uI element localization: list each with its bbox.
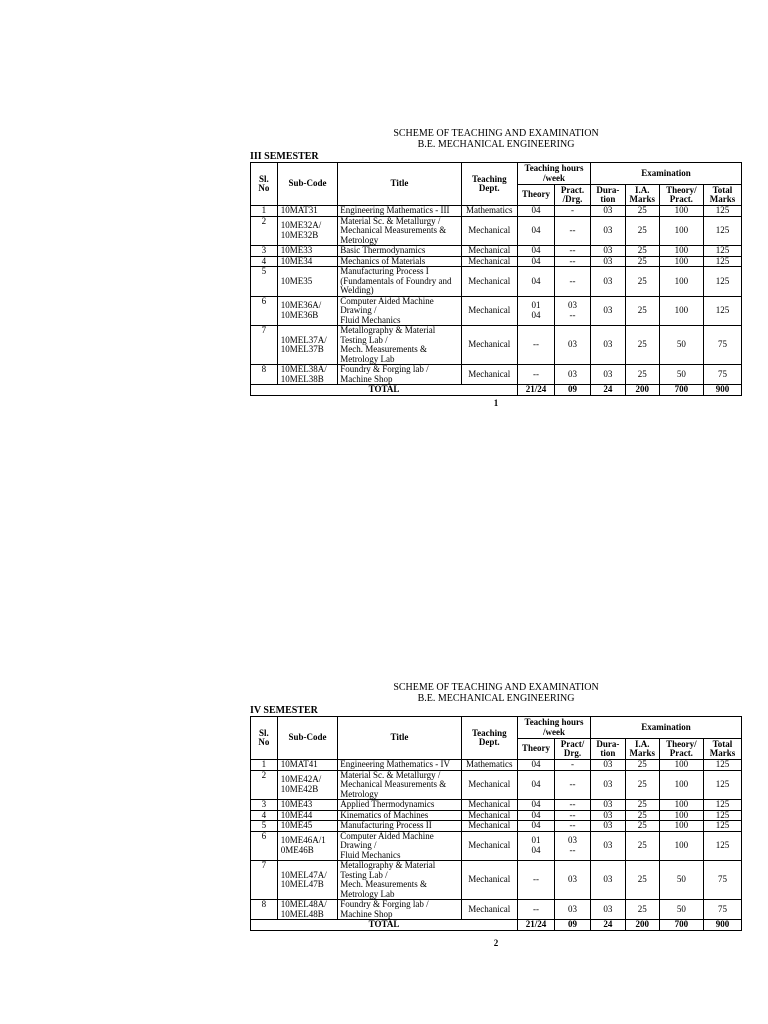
row-subcode: 10ME33 [277,246,338,257]
row-subcode: 10MEL47A/ 10MEL47B [277,861,338,900]
row-pract: 03 [555,365,591,385]
row-subcode: 10ME43 [277,800,338,811]
row-subcode: 10ME46A/1 0ME46B [277,831,338,861]
row-total-marks: 75 [703,900,741,920]
row-title: Engineering Mathematics - IV [338,760,461,771]
row-theory-pract: 100 [659,246,703,257]
table-row [251,246,742,257]
row-theory: 01 04 [518,831,555,861]
row-duration: 03 [590,900,625,920]
row-pract: -- [555,810,591,821]
row-dept: Mechanical [461,326,517,365]
total-theory: 21/24 [518,920,555,931]
row-sl: 2 [251,770,278,800]
row-theory: -- [518,365,555,385]
row-subcode: 10MAT41 [277,760,338,771]
page-number: 1 [493,398,499,408]
semester-label: IV SEMESTER [250,705,318,716]
row-ia-marks: 25 [625,770,659,800]
header-duration: Dura- tion [590,739,625,760]
row-duration: 03 [590,246,625,257]
row-sl: 8 [251,365,278,385]
row-pract: 03 [555,861,591,900]
row-subcode: 10ME45 [277,821,338,832]
row-sl: 7 [251,326,278,365]
total-marks: 900 [703,920,741,931]
scheme-table [250,162,742,396]
row-sl: 6 [251,296,278,326]
row-theory-pract: 100 [659,800,703,811]
row-theory: 04 [518,267,555,297]
semester-label: III SEMESTER [250,151,319,162]
table-row [251,800,742,811]
row-theory-pract: 100 [659,256,703,267]
row-ia-marks: 25 [625,326,659,365]
header-pract: Pract. /Drg. [555,185,591,206]
row-pract: -- [555,821,591,832]
row-total-marks: 125 [703,800,741,811]
row-ia-marks: 25 [625,900,659,920]
table-row [251,267,742,297]
row-theory: 04 [518,246,555,257]
row-duration: 03 [590,296,625,326]
row-theory-pract: 50 [659,900,703,920]
row-total-marks: 125 [703,206,741,217]
total-label: TOTAL [251,385,518,396]
row-ia-marks: 25 [625,365,659,385]
row-pract: -- [555,770,591,800]
table-row [251,770,742,800]
header-exam: Examination [590,163,741,185]
row-title: Computer Aided Machine Drawing / Fluid Mechanics [338,296,461,326]
header-pract: Pract/ Drg. [555,739,591,760]
row-theory: -- [518,900,555,920]
row-theory-pract: 100 [659,760,703,771]
row-theory-pract: 100 [659,206,703,217]
scheme-block-1 [250,128,742,396]
total-row [251,920,742,931]
row-theory-pract: 100 [659,821,703,832]
row-sl: 4 [251,810,278,821]
row-sl: 4 [251,256,278,267]
row-pract: -- [555,246,591,257]
row-theory-pract: 50 [659,365,703,385]
header-sl: Sl. No [251,717,278,760]
row-title: Mechanics of Materials [338,256,461,267]
row-ia-marks: 25 [625,206,659,217]
row-total-marks: 125 [703,267,741,297]
row-subcode: 10MEL38A/ 10MEL38B [277,365,338,385]
header-sl: Sl. No [251,163,278,206]
row-total-marks: 125 [703,831,741,861]
table-row [251,256,742,267]
row-pract: 03 -- [555,831,591,861]
row-total-marks: 125 [703,770,741,800]
table-row [251,821,742,832]
row-sl: 8 [251,900,278,920]
total-pract: 09 [555,920,591,931]
row-theory-pract: 100 [659,267,703,297]
row-total-marks: 75 [703,326,741,365]
row-duration: 03 [590,770,625,800]
header-theory-pract: Theory/ Pract. [659,185,703,206]
row-subcode: 10MAT31 [277,206,338,217]
row-pract: -- [555,800,591,811]
table-row [251,206,742,217]
row-dept: Mechanical [461,216,517,246]
row-total-marks: 125 [703,296,741,326]
row-total-marks: 75 [703,365,741,385]
row-pract: -- [555,256,591,267]
header-duration: Dura- tion [590,185,625,206]
row-duration: 03 [590,821,625,832]
row-duration: 03 [590,760,625,771]
row-subcode: 10ME36A/ 10ME36B [277,296,338,326]
row-theory-pract: 100 [659,770,703,800]
total-marks: 900 [703,385,741,396]
table-body [251,760,742,931]
row-ia-marks: 25 [625,267,659,297]
row-theory-pract: 100 [659,216,703,246]
row-duration: 03 [590,365,625,385]
row-theory: -- [518,861,555,900]
row-subcode: 10ME42A/ 10ME42B [277,770,338,800]
table-row [251,326,742,365]
row-ia-marks: 25 [625,821,659,832]
row-title: Foundry & Forging lab / Machine Shop [338,365,461,385]
row-sl: 1 [251,206,278,217]
row-dept: Mechanical [461,365,517,385]
row-title: Engineering Mathematics - III [338,206,461,217]
scheme-block-2 [250,682,742,931]
row-duration: 03 [590,267,625,297]
row-duration: 03 [590,206,625,217]
table-row [251,831,742,861]
row-duration: 03 [590,216,625,246]
row-total-marks: 125 [703,216,741,246]
row-theory-pract: 50 [659,861,703,900]
table-row [251,760,742,771]
row-subcode: 10MEL48A/ 10MEL48B [277,900,338,920]
page-number: 2 [493,938,499,948]
header-hours: Teaching hours /week [518,717,591,739]
row-dept: Mechanical [461,256,517,267]
row-total-marks: 125 [703,810,741,821]
row-pract: - [555,760,591,771]
header-ia-marks: I.A. Marks [625,739,659,760]
row-theory-pract: 100 [659,810,703,821]
row-pract: 03 [555,326,591,365]
row-dept: Mechanical [461,770,517,800]
row-total-marks: 75 [703,861,741,900]
row-ia-marks: 25 [625,831,659,861]
row-theory: 01 04 [518,296,555,326]
row-theory: 04 [518,770,555,800]
row-dept: Mechanical [461,831,517,861]
header-total-marks: Total Marks [703,739,741,760]
total-pract: 09 [555,385,591,396]
header-hours: Teaching hours /week [518,163,591,185]
table-row [251,861,742,900]
row-ia-marks: 25 [625,760,659,771]
row-title: Material Sc. & Metallurgy / Mechanical Measurements & Metrology [338,216,461,246]
header-theory-pract: Theory/ Pract. [659,739,703,760]
row-dept: Mechanical [461,296,517,326]
row-theory: 04 [518,256,555,267]
row-ia-marks: 25 [625,810,659,821]
row-duration: 03 [590,800,625,811]
table-row [251,296,742,326]
scheme-heading: SCHEME OF TEACHING AND EXAMINATION [393,128,599,139]
row-pract: - [555,206,591,217]
row-ia-marks: 25 [625,256,659,267]
row-title: Computer Aided Machine Drawing / Fluid Mechanics [338,831,461,861]
row-ia-marks: 25 [625,861,659,900]
row-theory: 04 [518,206,555,217]
row-sl: 5 [251,821,278,832]
header-total-marks: Total Marks [703,185,741,206]
table-row [251,810,742,821]
row-dept: Mechanical [461,267,517,297]
row-dept: Mechanical [461,810,517,821]
total-duration: 24 [590,385,625,396]
row-duration: 03 [590,810,625,821]
row-dept: Mechanical [461,821,517,832]
header-dept: Teaching Dept. [461,717,517,760]
row-theory-pract: 50 [659,326,703,365]
scheme-subheading: B.E. MECHANICAL ENGINEERING [417,693,575,704]
row-title: Material Sc. & Metallurgy / Mechanical Measurements & Metrology [338,770,461,800]
row-dept: Mechanical [461,246,517,257]
total-theory-pract: 700 [659,385,703,396]
row-title: Foundry & Forging lab / Machine Shop [338,900,461,920]
header-title: Title [338,163,461,206]
row-title: Applied Thermodynamics [338,800,461,811]
row-duration: 03 [590,326,625,365]
row-theory: 04 [518,216,555,246]
row-pract: -- [555,267,591,297]
row-pract: 03 [555,900,591,920]
table-row [251,900,742,920]
row-total-marks: 125 [703,821,741,832]
row-pract: 03 -- [555,296,591,326]
total-theory: 21/24 [518,385,555,396]
row-ia-marks: 25 [625,800,659,811]
row-sl: 3 [251,246,278,257]
header-exam: Examination [590,717,741,739]
row-title: Metallography & Material Testing Lab / Mech. Measurements & Metrology Lab [338,861,461,900]
table-row [251,216,742,246]
row-subcode: 10MEL37A/ 10MEL37B [277,326,338,365]
row-title: Kinematics of Machines [338,810,461,821]
row-theory: 04 [518,810,555,821]
row-pract: -- [555,216,591,246]
row-title: Manufacturing Process II [338,821,461,832]
header-title: Title [338,717,461,760]
row-theory: 04 [518,760,555,771]
table-body [251,206,742,396]
row-dept: Mechanical [461,800,517,811]
row-theory: 04 [518,821,555,832]
scheme-subheading: B.E. MECHANICAL ENGINEERING [417,139,575,150]
header-theory: Theory [518,739,555,760]
row-subcode: 10ME32A/ 10ME32B [277,216,338,246]
row-ia-marks: 25 [625,296,659,326]
header-ia-marks: I.A. Marks [625,185,659,206]
row-title: Basic Thermodynamics [338,246,461,257]
row-duration: 03 [590,831,625,861]
row-theory-pract: 100 [659,296,703,326]
row-sl: 3 [251,800,278,811]
total-row [251,385,742,396]
scheme-heading: SCHEME OF TEACHING AND EXAMINATION [393,682,599,693]
row-duration: 03 [590,861,625,900]
total-ia-marks: 200 [625,920,659,931]
header-subcode: Sub-Code [277,163,338,206]
row-sl: 6 [251,831,278,861]
row-sl: 5 [251,267,278,297]
header-subcode: Sub-Code [277,717,338,760]
total-ia-marks: 200 [625,385,659,396]
row-ia-marks: 25 [625,246,659,257]
row-total-marks: 125 [703,246,741,257]
header-dept: Teaching Dept. [461,163,517,206]
row-dept: Mechanical [461,900,517,920]
row-duration: 03 [590,256,625,267]
row-dept: Mechanical [461,861,517,900]
row-theory-pract: 100 [659,831,703,861]
row-total-marks: 125 [703,256,741,267]
row-title: Manufacturing Process I (Fundamentals of Foundry and Welding) [338,267,461,297]
row-title: Metallography & Material Testing Lab / Mech. Measurements & Metrology Lab [338,326,461,365]
row-total-marks: 125 [703,760,741,771]
total-theory-pract: 700 [659,920,703,931]
total-label: TOTAL [251,920,518,931]
row-subcode: 10ME44 [277,810,338,821]
row-theory: 04 [518,800,555,811]
row-sl: 7 [251,861,278,900]
row-theory: -- [518,326,555,365]
header-theory: Theory [518,185,555,206]
row-subcode: 10ME34 [277,256,338,267]
table-row [251,365,742,385]
row-dept: Mathematics [461,206,517,217]
scheme-table [250,716,742,931]
row-sl: 2 [251,216,278,246]
row-sl: 1 [251,760,278,771]
row-dept: Mathematics [461,760,517,771]
total-duration: 24 [590,920,625,931]
row-subcode: 10ME35 [277,267,338,297]
row-ia-marks: 25 [625,216,659,246]
